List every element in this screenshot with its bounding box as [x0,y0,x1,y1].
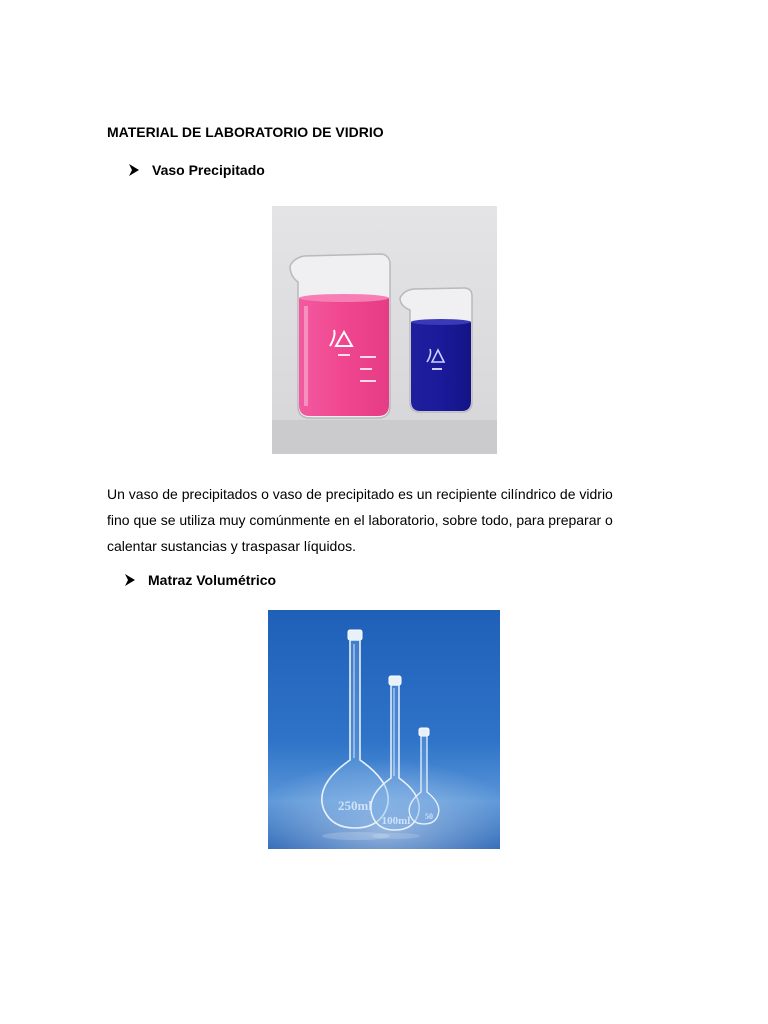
vaso-description [107,481,667,559]
flask-label: 100ml [381,815,411,827]
flask-label: 250ml [338,798,372,813]
paragraph-line: fino que se utiliza muy comúnmente en el laboratorio, sobre todo, para preparar o [107,512,613,528]
page-title: MATERIAL DE LABORATORIO DE VIDRIO [107,124,384,140]
beakers-photo [272,206,497,454]
flask-label: 50 [425,812,433,821]
arrowhead-bullet-icon [128,164,140,176]
volumetric-flasks-photo [268,610,500,849]
section-heading-label: Matraz Volumétrico [148,572,277,588]
arrowhead-bullet-icon [124,574,136,586]
section-heading-matraz [124,572,276,588]
section-heading-label: Vaso Precipitado [152,162,265,178]
section-heading-vaso [128,162,265,178]
paragraph-line: calentar sustancias y traspasar líquidos. [107,538,357,554]
paragraph-line: Un vaso de precipitados o vaso de precipitado es un recipiente cilíndrico de vidrio [107,486,613,502]
